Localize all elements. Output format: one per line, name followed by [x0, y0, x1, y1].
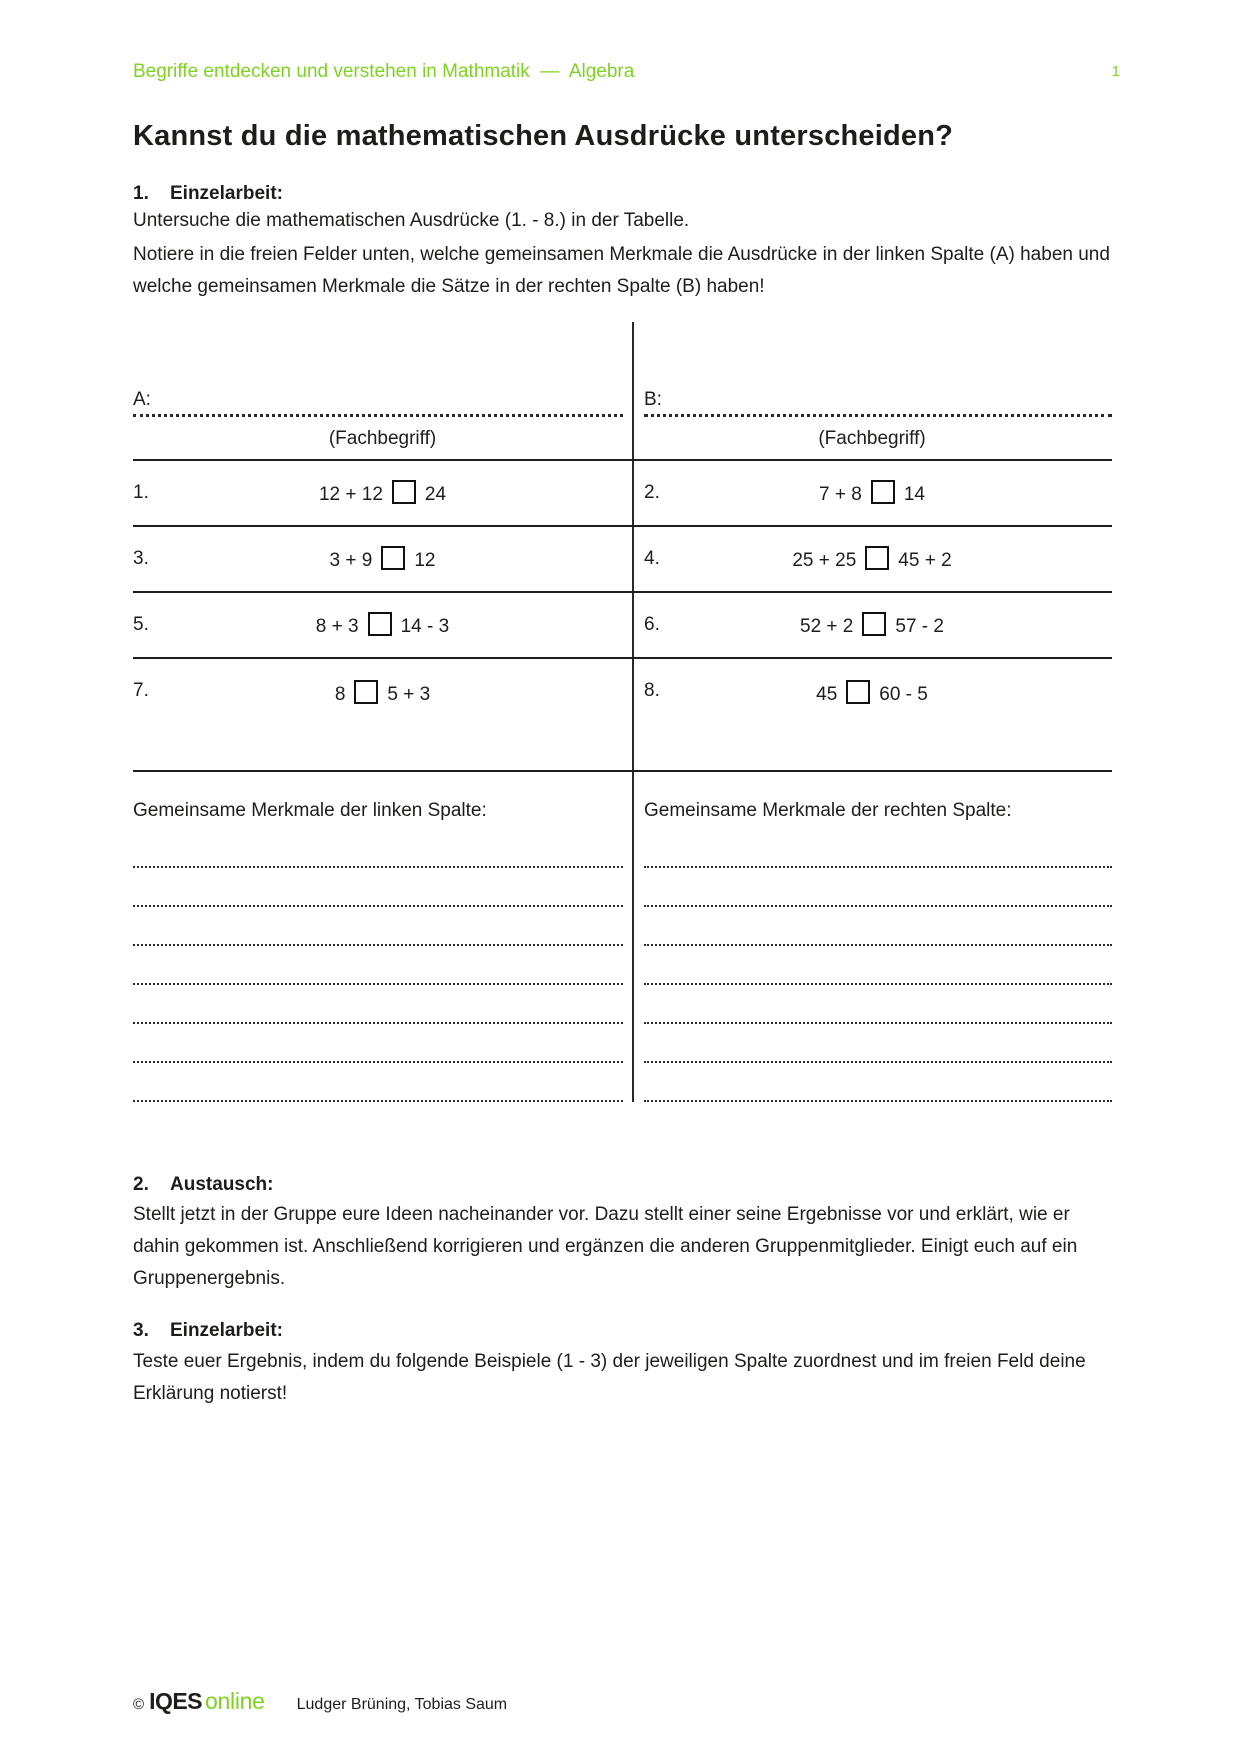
symbol-box: [381, 546, 405, 570]
page-header: [133, 60, 1120, 84]
math-expression: [792, 546, 951, 572]
math-expression: [319, 480, 446, 506]
math-expression: [800, 612, 944, 638]
answer-line: [133, 1024, 623, 1063]
section-3-heading: [133, 1318, 283, 1344]
section-1-paragraph-2: Notiere in die freien Felder unten, welche gemeinsamen Merkmale die Ausdrücke in der linken Spalte (A) haben und welche gemeinsamen Merkmale die Sätze in der rechten Spalte (B) haben!: [133, 244, 1110, 297]
section-1-label: Einzelarbeit:: [170, 183, 283, 204]
section-3-number: 3.: [133, 1320, 149, 1341]
copyright-symbol: ©: [133, 1696, 145, 1713]
merkmale-heading-right: Gemeinsame Merkmale der rechten Spalte:: [644, 800, 1012, 821]
symbol-box: [392, 480, 416, 504]
table-row: [133, 527, 632, 593]
expression-left: 8 + 3: [315, 616, 359, 637]
math-expression: [816, 680, 928, 706]
document-series-title: Begriffe entdecken und verstehen in Mathmatik — Algebra: [133, 61, 635, 82]
math-expression: [819, 480, 925, 506]
expression-left: 7 + 8: [819, 484, 862, 505]
expression-right: 14: [903, 484, 925, 505]
answer-line: [133, 946, 623, 985]
column-b: [632, 388, 1112, 1102]
answer-line: [133, 907, 623, 946]
table-row: [632, 593, 1112, 659]
section-2-heading: [133, 1172, 273, 1198]
answer-line: [644, 868, 1112, 907]
table-row: [632, 659, 1112, 772]
iqes-logo: IQES: [149, 1688, 203, 1714]
symbol-box: [862, 612, 886, 636]
merkmale-heading-left: Gemeinsame Merkmale der linken Spalte:: [133, 800, 487, 821]
math-expression: [316, 612, 449, 638]
row-number: 2.: [644, 482, 660, 503]
answer-line: [133, 868, 623, 907]
expression-left: 45: [816, 684, 838, 705]
section-3-label: Einzelarbeit:: [170, 1320, 283, 1341]
column-b-subtitle: (Fachbegriff): [632, 417, 1112, 461]
expression-right: 12: [414, 550, 436, 571]
table-row: [632, 461, 1112, 527]
section-2-number: 2.: [133, 1174, 149, 1195]
iqes-logo-suffix: online: [205, 1688, 265, 1714]
expression-right: 60 - 5: [879, 684, 928, 705]
math-expression: [330, 546, 436, 572]
math-expression: [335, 680, 430, 706]
section-2-label: Austausch:: [170, 1174, 274, 1195]
table-row: [133, 461, 632, 527]
answer-line: [644, 829, 1112, 868]
symbol-box: [368, 612, 392, 636]
row-number: 1.: [133, 482, 149, 503]
column-a: [133, 388, 632, 1102]
comparison-table: [133, 388, 1112, 1102]
section-1-paragraph-1: Untersuche die mathematischen Ausdrücke (1. - 8.) in der Tabelle.: [133, 210, 690, 231]
authors: Ludger Brüning, Tobias Saum: [296, 1696, 508, 1713]
answer-line: [133, 829, 623, 868]
row-number: 5.: [133, 614, 149, 635]
expression-left: 52 + 2: [800, 616, 854, 637]
answer-lines-right: [632, 829, 1112, 1102]
expression-left: 12 + 12: [318, 484, 383, 505]
answer-line: [133, 1063, 623, 1102]
expression-left: 8: [334, 684, 346, 705]
section-2-paragraph: Stellt jetzt in der Gruppe eure Ideen nacheinander vor. Dazu stellt einer seine Ergebnisse vor und erklärt, wie er dahin gekommen ist. Anschließend korrigieren und ergänzen die anderen Gruppenmitglieder. Einigt euch auf ein Gruppenergebnis.: [133, 1204, 1078, 1289]
expression-left: 25 + 25: [792, 550, 857, 571]
section-3-paragraph: Teste euer Ergebnis, indem du folgende Beispiele (1 - 3) der jeweiligen Spalte zuordnest und im freien Feld deine Erklärung notierst!: [133, 1351, 1086, 1404]
page-footer: [133, 1688, 507, 1715]
expression-right: 24: [424, 484, 447, 505]
expression-right: 14 - 3: [400, 616, 450, 637]
answer-line: [644, 1063, 1112, 1102]
section-1-heading: [133, 181, 283, 207]
row-number: 6.: [644, 614, 660, 635]
symbol-box: [871, 480, 895, 504]
page-number: 1: [1111, 63, 1120, 80]
answer-line: [644, 985, 1112, 1024]
row-number: 3.: [133, 548, 149, 569]
column-a-subtitle: (Fachbegriff): [133, 417, 632, 461]
row-number: 7.: [133, 680, 149, 701]
table-row: [632, 527, 1112, 593]
answer-line: [644, 907, 1112, 946]
expression-right: 45 + 2: [898, 550, 952, 571]
expression-left: 3 + 9: [329, 550, 373, 571]
table-row: [133, 593, 632, 659]
row-number: 8.: [644, 680, 660, 701]
column-b-label: B:: [644, 388, 1112, 417]
expression-right: 57 - 2: [895, 616, 944, 637]
symbol-box: [865, 546, 889, 570]
symbol-box: [354, 680, 378, 704]
answer-lines-left: [133, 829, 632, 1102]
expression-right: 5 + 3: [387, 684, 431, 705]
table-row: [133, 659, 632, 772]
section-1-number: 1.: [133, 183, 149, 204]
symbol-box: [846, 680, 870, 704]
answer-line: [644, 1024, 1112, 1063]
answer-line: [644, 946, 1112, 985]
column-a-label: A:: [133, 388, 623, 417]
row-number: 4.: [644, 548, 660, 569]
answer-line: [133, 985, 623, 1024]
worksheet-title: Kannst du die mathematischen Ausdrücke unterscheiden?: [133, 120, 954, 152]
